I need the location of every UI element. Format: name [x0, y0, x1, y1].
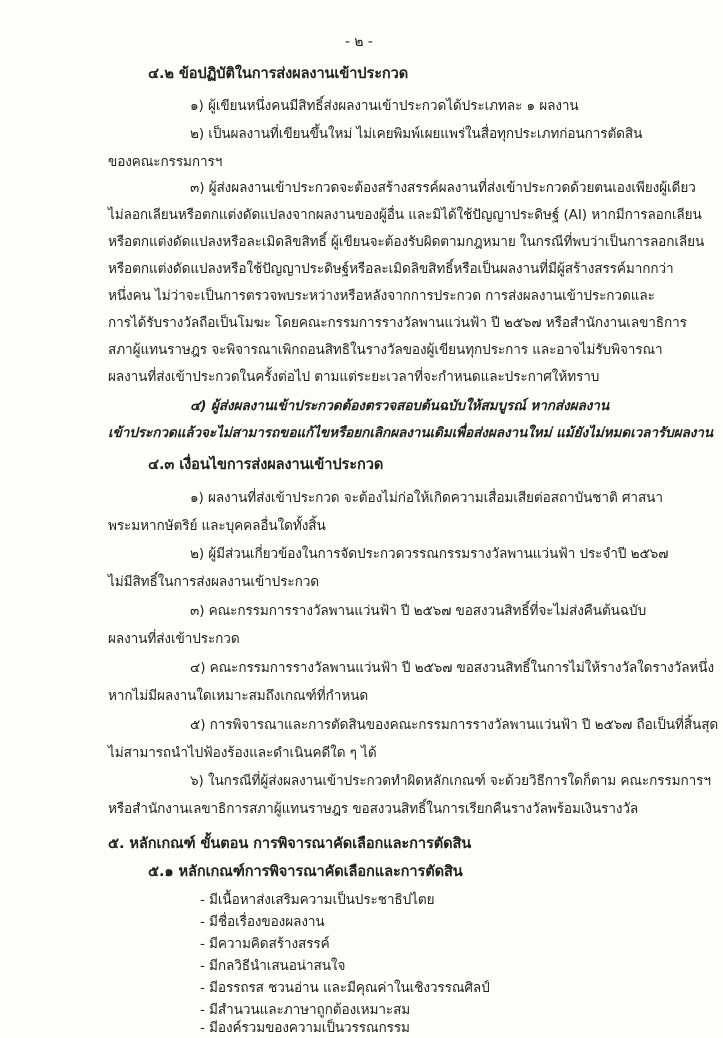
s42-item-3-line-8: ผลงานที่ส่งเข้าประกวดในครั้งต่อไป ตามแต่ระยะเวลาที่จะกำหนดและประกาศให้ทราบ — [108, 369, 600, 385]
s43-item-3-line-1: ๓) คณะกรรมการรางวัลพานแว่นฟ้า ปี ๒๕๖๗ ขอสงวนสิทธิ์ที่จะไม่ส่งคืนต้นฉบับ — [190, 603, 647, 619]
s42-item-1: ๑) ผู้เขียนหนึ่งคนมีสิทธิ์ส่งผลงานเข้าประกวดได้ประเภทละ ๑ ผลงาน — [190, 98, 579, 114]
s42-item-3-line-2: ไม่ลอกเลียนหรือตกแต่งดัดแปลงจากผลงานของผู้อื่น และมิได้ใช้ปัญญาประดิษฐ์ (AI) หากมีการลอกเลียน — [108, 207, 702, 223]
s43-item-5-line-1: ๕) การพิจารณาและการตัดสินของคณะกรรมการรางวัลพานแว่นฟ้า ปี ๒๕๖๗ ถือเป็นที่สิ้นสุด — [190, 717, 719, 733]
s42-item-3-line-5: หนึ่งคน ไม่ว่าจะเป็นการตรวจพบระหว่างหรือหลังจากการประกวด การส่งผลงานเข้าประกวดและ — [108, 288, 655, 304]
s43-item-5-line-2: ไม่สามารถนำไปฟ้องร้องและดำเนินคดีใด ๆ ได้ — [108, 745, 377, 761]
section-5-1-heading: ๕.๑ หลักเกณฑ์การพิจารณาคัดเลือกและการตัดสิน — [148, 863, 463, 880]
s43-item-4-line-2: หากไม่มีผลงานใดเหมาะสมถึงเกณฑ์ที่กำหนด — [108, 688, 369, 704]
s42-item-4-line-1: ๔) ผู้ส่งผลงานเข้าประกวดต้องตรวจสอบต้นฉบับให้สมบูรณ์ หากส่งผลงาน — [190, 398, 610, 414]
page-number: - ๒ - — [345, 34, 373, 50]
criteria-item: - มีชื่อเรื่องของผลงาน — [200, 914, 325, 930]
criteria-item: - มีกลวิธีนำเสนอน่าสนใจ — [200, 958, 346, 974]
criteria-item: - มีความคิดสร้างสรรค์ — [200, 936, 330, 952]
s42-item-3-line-6: การได้รับรางวัลถือเป็นโมฆะ โดยคณะกรรมการรางวัลพานแว่นฟ้า ปี ๒๕๖๗ หรือสำนักงานเลขาธิการ — [108, 315, 687, 331]
criteria-item: - มีอรรถรส ชวนอ่าน และมีคุณค่าในเชิงวรรณศิลป์ — [200, 980, 490, 996]
s43-item-6-line-2: หรือสำนักงานเลขาธิการสภาผู้แทนราษฎร ขอสงวนสิทธิ์ในการเรียกคืนรางวัลพร้อมเงินรางวัล — [108, 801, 639, 817]
criteria-item: - มีสำนวนและภาษาถูกต้องเหมาะสม — [200, 1002, 411, 1018]
s42-item-3-line-7: สภาผู้แทนราษฎร จะพิจารณาเพิกถอนสิทธิในรางวัลของผู้เขียนทุกประการ และอาจไม่รับพิจารณา — [108, 342, 663, 358]
s42-item-3-line-1: ๓) ผู้ส่งผลงานเข้าประกวดจะต้องสร้างสรรค์ผลงานที่ส่งเข้าประกวดด้วยตนเองเพียงผู้เดียว — [190, 180, 696, 196]
criteria-item: - มีองค์รวมของความเป็นวรรณกรรม — [200, 1020, 410, 1036]
s43-item-6-line-1: ๖) ในกรณีที่ผู้ส่งผลงานเข้าประกวดทำผิดหลักเกณฑ์ จะด้วยวิธีการใดก็ตาม คณะกรรมการฯ — [190, 773, 711, 789]
s43-item-1-line-2: พระมหากษัตริย์ และบุคคลอื่นใดทั้งสิ้น — [108, 518, 326, 534]
s43-item-4-line-1: ๔) คณะกรรมการรางวัลพานแว่นฟ้า ปี ๒๕๖๗ ขอสงวนสิทธิ์ในการไม่ให้รางวัลใดรางวัลหนึ่ง — [190, 660, 715, 676]
s43-item-1-line-1: ๑) ผลงานที่ส่งเข้าประกวด จะต้องไม่ก่อให้เกิดความเสื่อมเสียต่อสถาบันชาติ ศาสนา — [190, 490, 663, 506]
section-4-3-heading: ๔.๓ เงื่อนไขการส่งผลงานเข้าประกวด — [148, 456, 384, 473]
s43-item-2-line-2: ไม่มีสิทธิ์ในการส่งผลงานเข้าประกวด — [108, 574, 319, 590]
s42-item-4-line-2: เข้าประกวดแล้วจะไม่สามารถขอแก้ไขหรือยกเลิกผลงานเดิมเพื่อส่งผลงานใหม่ แม้ยังไม่หมดเวลารับผลงาน — [108, 425, 714, 441]
section-5-heading: ๕. หลักเกณฑ์ ขั้นตอน การพิจารณาคัดเลือกและการตัดสิน — [108, 835, 472, 852]
s42-item-3-line-3: หรือตกแต่งดัดแปลงหรือละเมิดลิขสิทธิ์ ผู้เขียนจะต้องรับผิดตามกฎหมาย ในกรณีที่พบว่าเป็นการลอกเลียน — [108, 234, 705, 250]
s43-item-2-line-1: ๒) ผู้มีส่วนเกี่ยวข้องในการจัดประกวดวรรณกรรมรางวัลพานแว่นฟ้า ประจำปี ๒๕๖๗ — [190, 546, 669, 562]
s43-item-3-line-2: ผลงานที่ส่งเข้าประกวด — [108, 631, 240, 647]
s42-item-2-line-1: ๒) เป็นผลงานที่เขียนขึ้นใหม่ ไม่เคยพิมพ์เผยแพร่ในสื่อทุกประเภทก่อนการตัดสิน — [190, 126, 643, 142]
criteria-item: - มีเนื้อหาส่งเสริมความเป็นประชาธิปไตย — [200, 892, 435, 908]
s42-item-3-line-4: หรือตกแต่งดัดแปลงหรือใช้ปัญญาประดิษฐ์หรือละเมิดลิขสิทธิ์หรือเป็นผลงานที่มีผู้สร้างสรรค์มากกว่า — [108, 261, 674, 277]
s42-item-2-line-2: ของคณะกรรมการฯ — [108, 154, 223, 170]
section-4-2-heading: ๔.๒ ข้อปฏิบัติในการส่งผลงานเข้าประกวด — [148, 65, 409, 82]
